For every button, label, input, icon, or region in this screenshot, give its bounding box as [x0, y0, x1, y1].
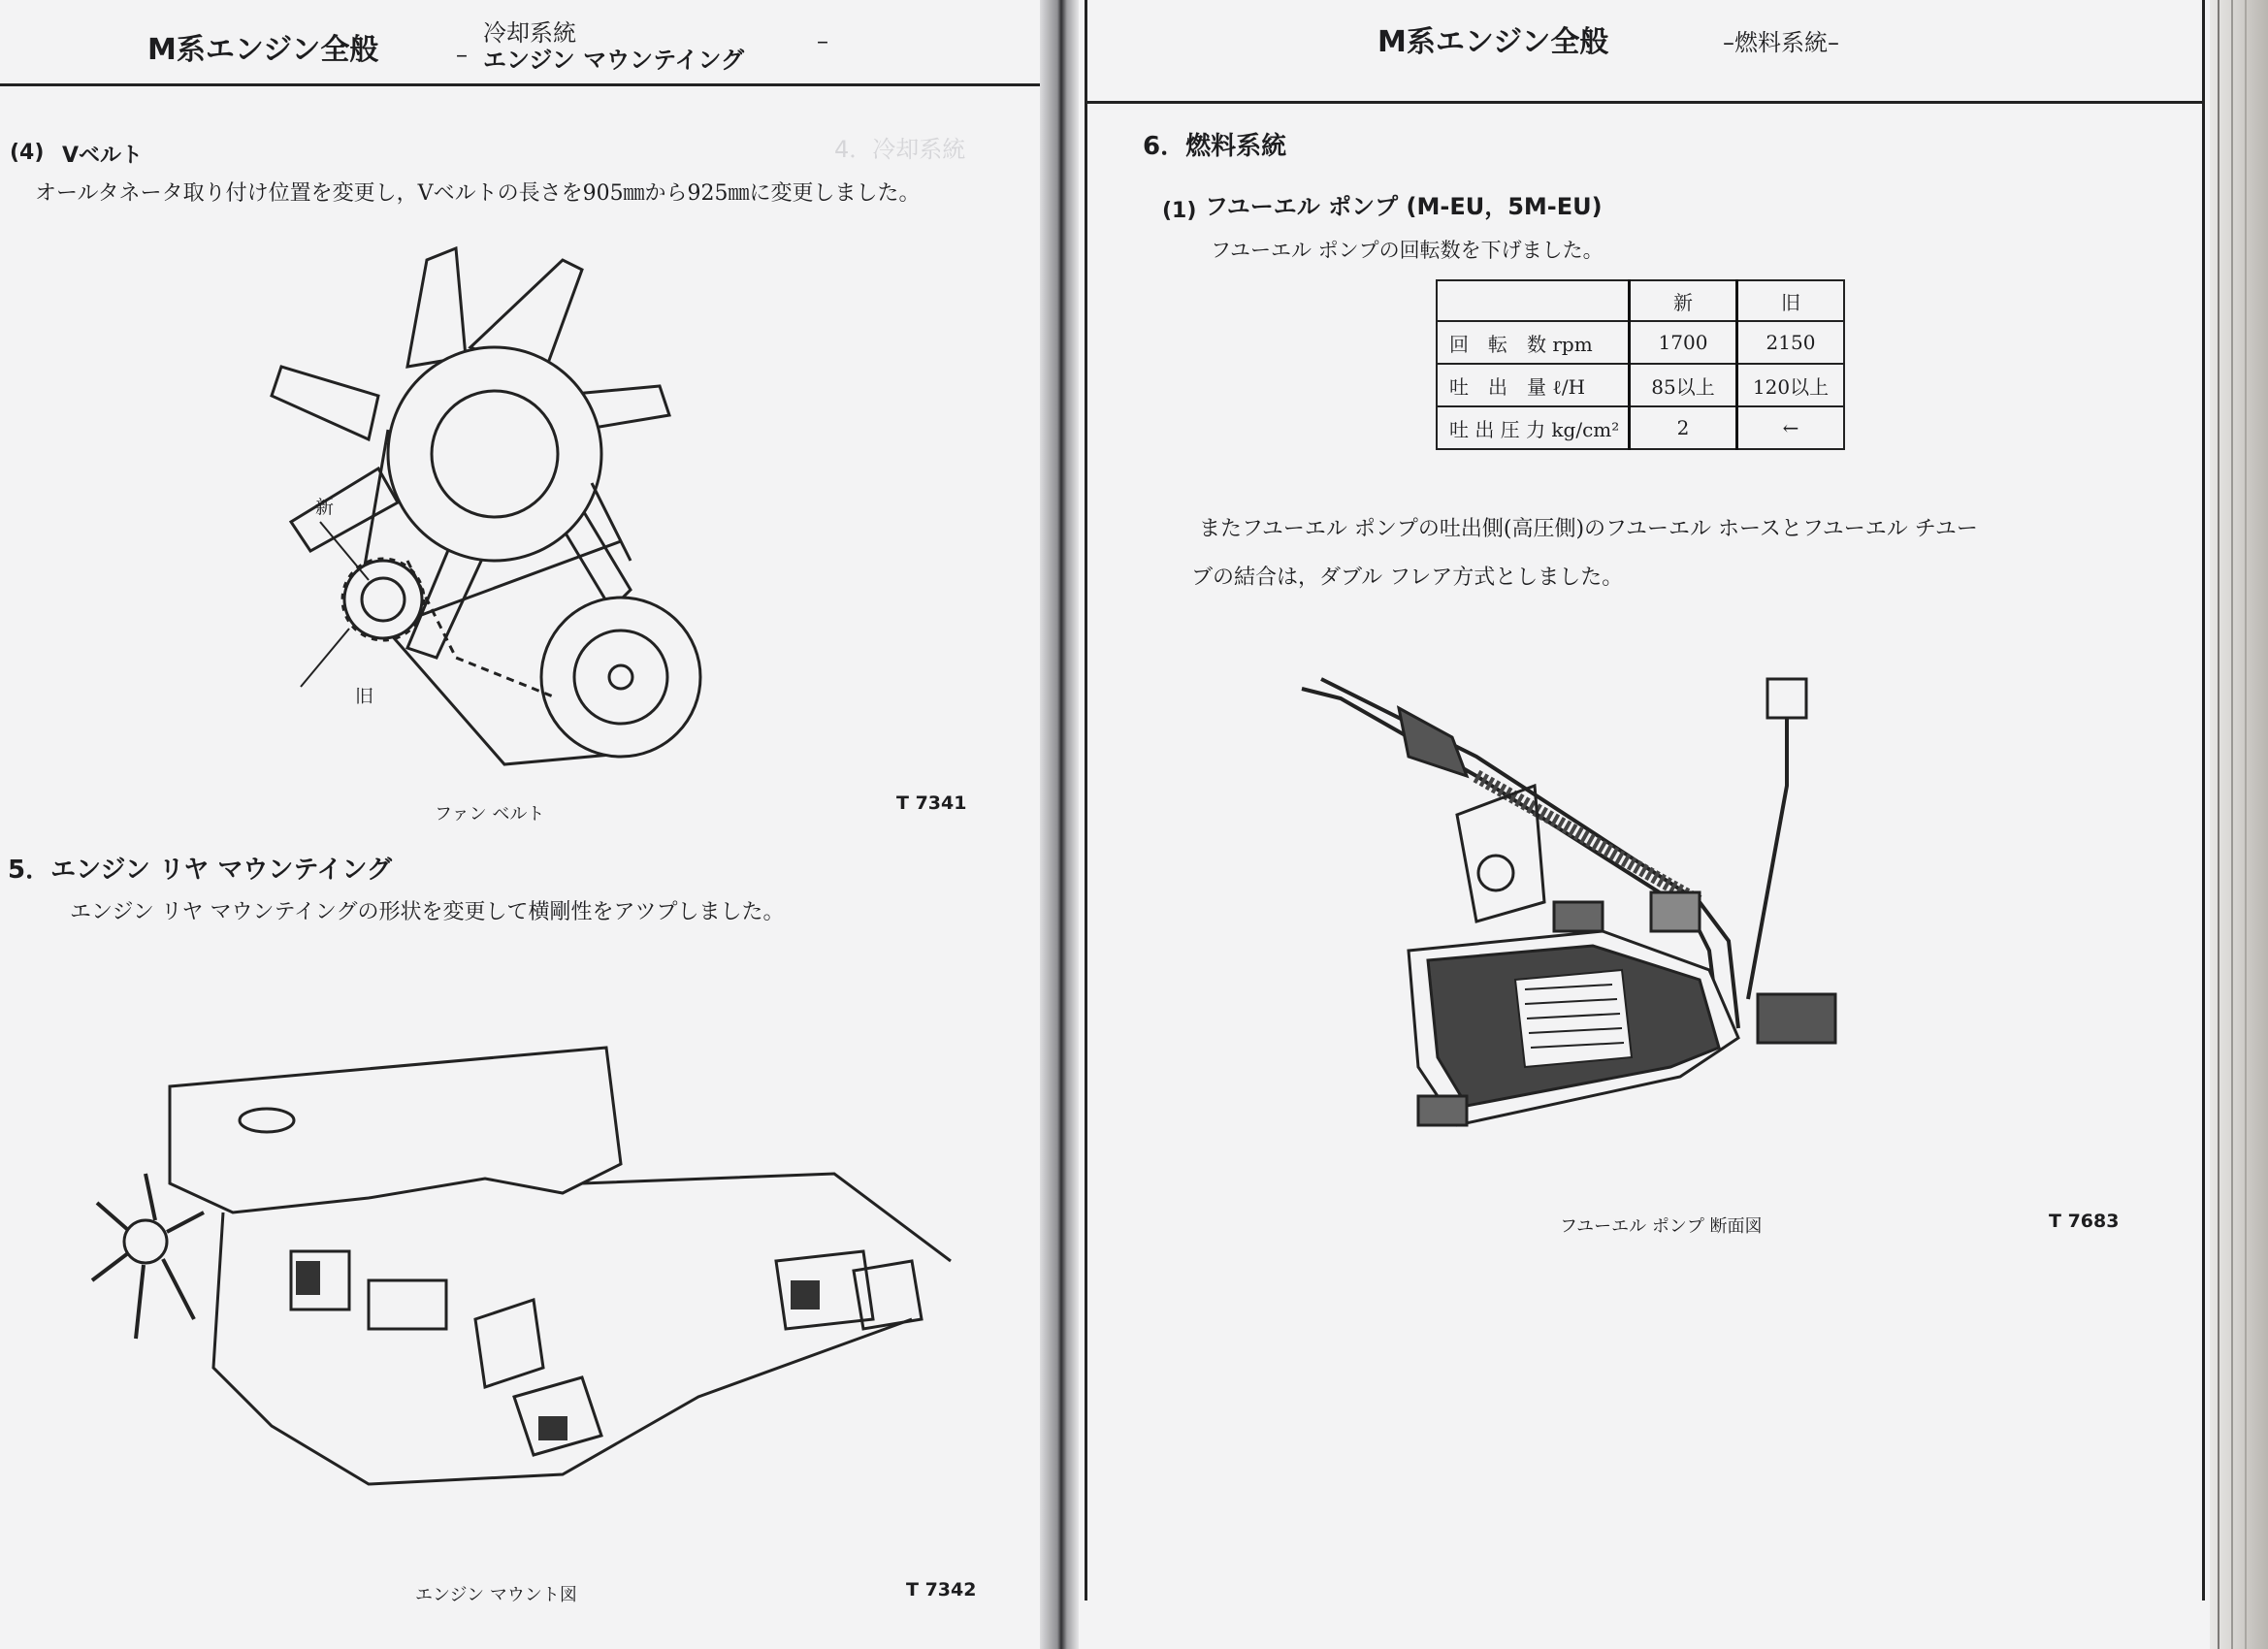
- table-cell: 120以上: [1737, 364, 1845, 406]
- fitting: [1767, 679, 1806, 718]
- spec-table: [1436, 279, 1845, 450]
- fan-blade: [407, 248, 466, 367]
- table-row: [1437, 406, 1844, 449]
- label-new: 新: [315, 497, 335, 518]
- left-page: [0, 0, 1040, 1649]
- section-title: 6．燃料系統: [1143, 132, 1287, 161]
- section-body: エンジン リヤ マウンテイングの形状を変更して横剛性をアツプしました。: [70, 900, 785, 924]
- mount-bracket: [475, 1300, 543, 1387]
- section-number: (4): [10, 141, 45, 165]
- table-cell: 2: [1630, 406, 1737, 449]
- right-page: [1079, 0, 2210, 1649]
- paragraph-line: またフユーエル ポンプの吐出側(高圧側)のフユーエル ホースとフユーエル チユー: [1199, 517, 1978, 541]
- table-header-row: [1437, 280, 1844, 321]
- engine-block: [170, 1048, 621, 1212]
- section-body: オールタネータ取り付け位置を変更し，Vベルトの長さを905㎜から925㎜に変更しました。: [35, 181, 921, 206]
- page-border-right: [2202, 0, 2205, 1600]
- table-cell: 吐 出 圧 力 kg/cm²: [1437, 406, 1630, 449]
- subsection-number: (1): [1162, 199, 1197, 223]
- figure-caption: エンジン マウント図: [415, 1585, 577, 1605]
- header-rule: [1085, 101, 2205, 104]
- header-subtitle-cooling: 冷却系統: [483, 19, 576, 47]
- crank-pulley: [541, 598, 700, 757]
- fan-blade: [291, 469, 398, 551]
- header-title: M系エンジン全般: [1377, 25, 1609, 59]
- figure-code: T 7342: [906, 1579, 977, 1600]
- figure-code: T 7683: [2049, 1211, 2120, 1232]
- header-subtitle-mounting: エンジン マウンテイング: [483, 47, 744, 74]
- table-cell: 吐 出 量 ℓ/H: [1437, 364, 1630, 406]
- fan-belt-drawing: [262, 241, 786, 784]
- figure-caption: ファン ベルト: [435, 804, 545, 824]
- header-dash: –: [456, 41, 468, 68]
- section-body: フユーエル ポンプの回転数を下げました。: [1211, 239, 1604, 262]
- table-header-cell: 旧: [1737, 280, 1845, 321]
- fitting: [1554, 902, 1603, 931]
- header-dash: –: [817, 27, 828, 54]
- paragraph-line: ブの結合は，ダブル フレア方式としました。: [1191, 566, 1624, 590]
- page-border-left: [1085, 0, 1087, 1600]
- header-title: M系エンジン全般: [147, 33, 379, 67]
- fan-blade: [272, 367, 378, 439]
- table-cell: 1700: [1630, 321, 1737, 364]
- bleed-through-text: 4．冷却系統: [834, 136, 966, 163]
- table-header-cell: 新: [1630, 280, 1737, 321]
- table-cell: 85以上: [1630, 364, 1737, 406]
- table-cell: ←: [1737, 406, 1845, 449]
- section-title: Vベルト: [62, 144, 144, 168]
- engine-mount-drawing: [78, 1028, 951, 1571]
- table-row: [1437, 321, 1844, 364]
- header-rule: [0, 83, 1040, 86]
- subsection-title: フユーエル ポンプ (M-EU，5M-EU): [1205, 193, 1603, 220]
- fuel-pump-drawing: [1282, 669, 1884, 1174]
- table-cell: 回 転 数 rpm: [1437, 321, 1630, 364]
- section-title: 5．エンジン リヤ マウンテイング: [8, 856, 393, 885]
- table-header-cell: [1437, 280, 1630, 321]
- book-gutter: [1040, 0, 1079, 1649]
- header-subtitle: –燃料系統–: [1723, 29, 1839, 56]
- table-row: [1437, 364, 1844, 406]
- figure-caption: フユーエル ポンプ 断面図: [1560, 1216, 1763, 1237]
- label-old: 旧: [355, 686, 374, 707]
- page-edge: [2210, 0, 2268, 1649]
- alternator-pulley: [344, 561, 422, 638]
- small-fan: [124, 1220, 167, 1263]
- table-cell: 2150: [1737, 321, 1845, 364]
- figure-code: T 7341: [896, 792, 967, 814]
